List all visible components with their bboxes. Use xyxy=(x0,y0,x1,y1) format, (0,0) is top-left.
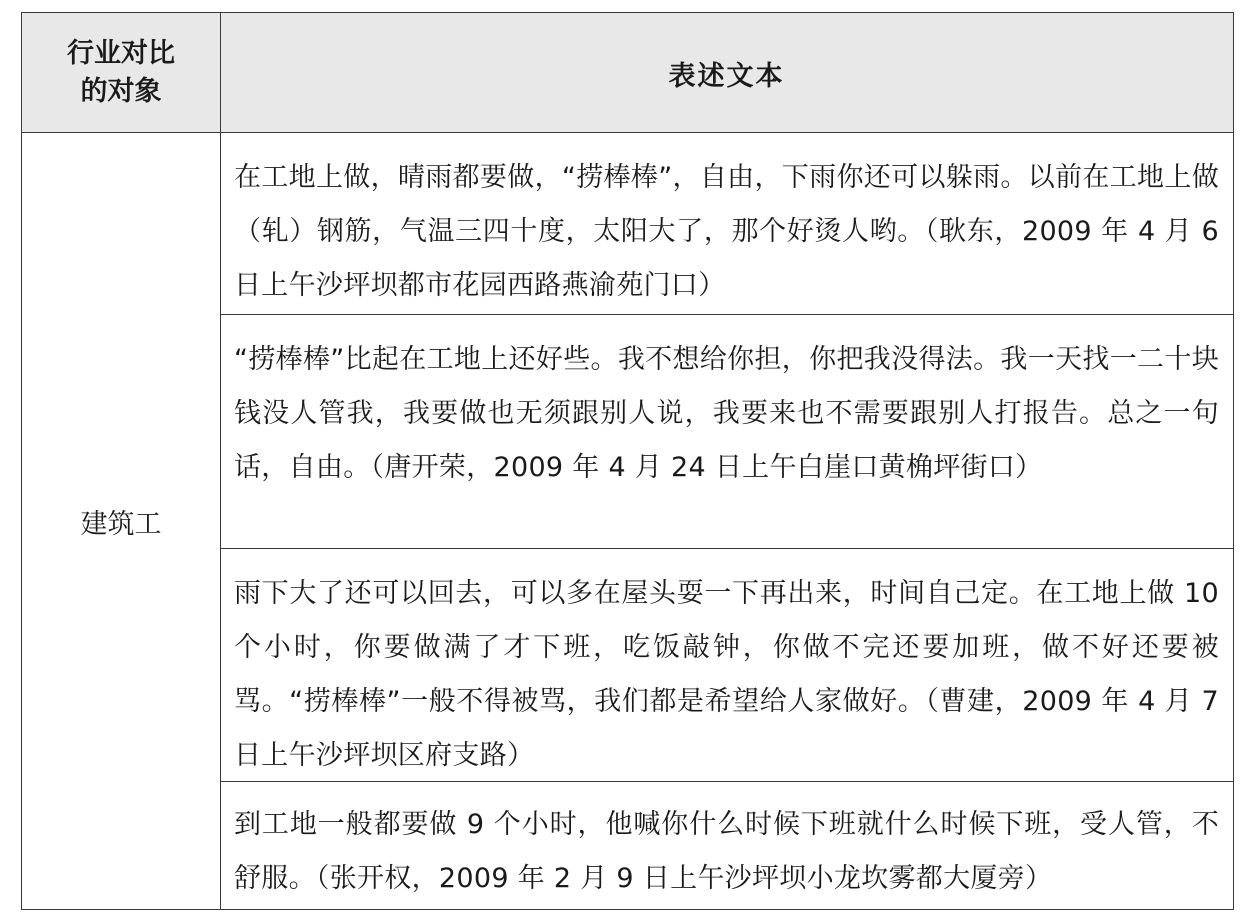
table-row: 到工地一般都要做 9 个小时，他喊你什么时候下班就什么时候下班，受人管，不舒服。（张开权，2009 年 2 月 9 日上午沙坪坝小龙坎雾都大厦旁） xyxy=(234,809,1219,894)
header-col1-line1: 行业对比 xyxy=(67,38,175,69)
table-row: 雨下大了还可以回去，可以多在屋头耍一下再出来，时间自己定。在工地上做 10 个小时，你要做满了才下班，吃饭敲钟，你做不完还要加班，做不好还要被骂。“捞棒棒”一般不得被骂，我们都是希望给人家做好。（曹建，2009 年 4 月 7 日上午沙坪坝区府支路） xyxy=(221,549,1233,782)
header-statement-text: 表述文本 xyxy=(668,60,785,92)
table-row: 在工地上做，晴雨都要做，“捞棒棒”，自由，下雨你还可以躲雨。以前在工地上做（轧）钢筋，气温三四十度，太阳大了，那个好烫人哟。（耿东，2009 年 4 月 6 日上午沙坪坝都市花园西路燕渝苑门口） xyxy=(221,133,1233,315)
category-cell: 建筑工 xyxy=(80,508,162,540)
comparison-table xyxy=(21,12,1234,910)
header-col1-line2: 的对象 xyxy=(80,76,162,107)
table-row: “捞棒棒”比起在工地上还好些。我不想给你担，你把我没得法。我一天找一二十块钱没人管我，我要做也无须跟别人说，我要来也不需要跟别人打报告。总之一句话，自由。（唐开荣，2009 年 4 月 24 日上午白崖口黄桷坪街口） xyxy=(221,315,1233,549)
header-comparison-target xyxy=(22,13,220,133)
